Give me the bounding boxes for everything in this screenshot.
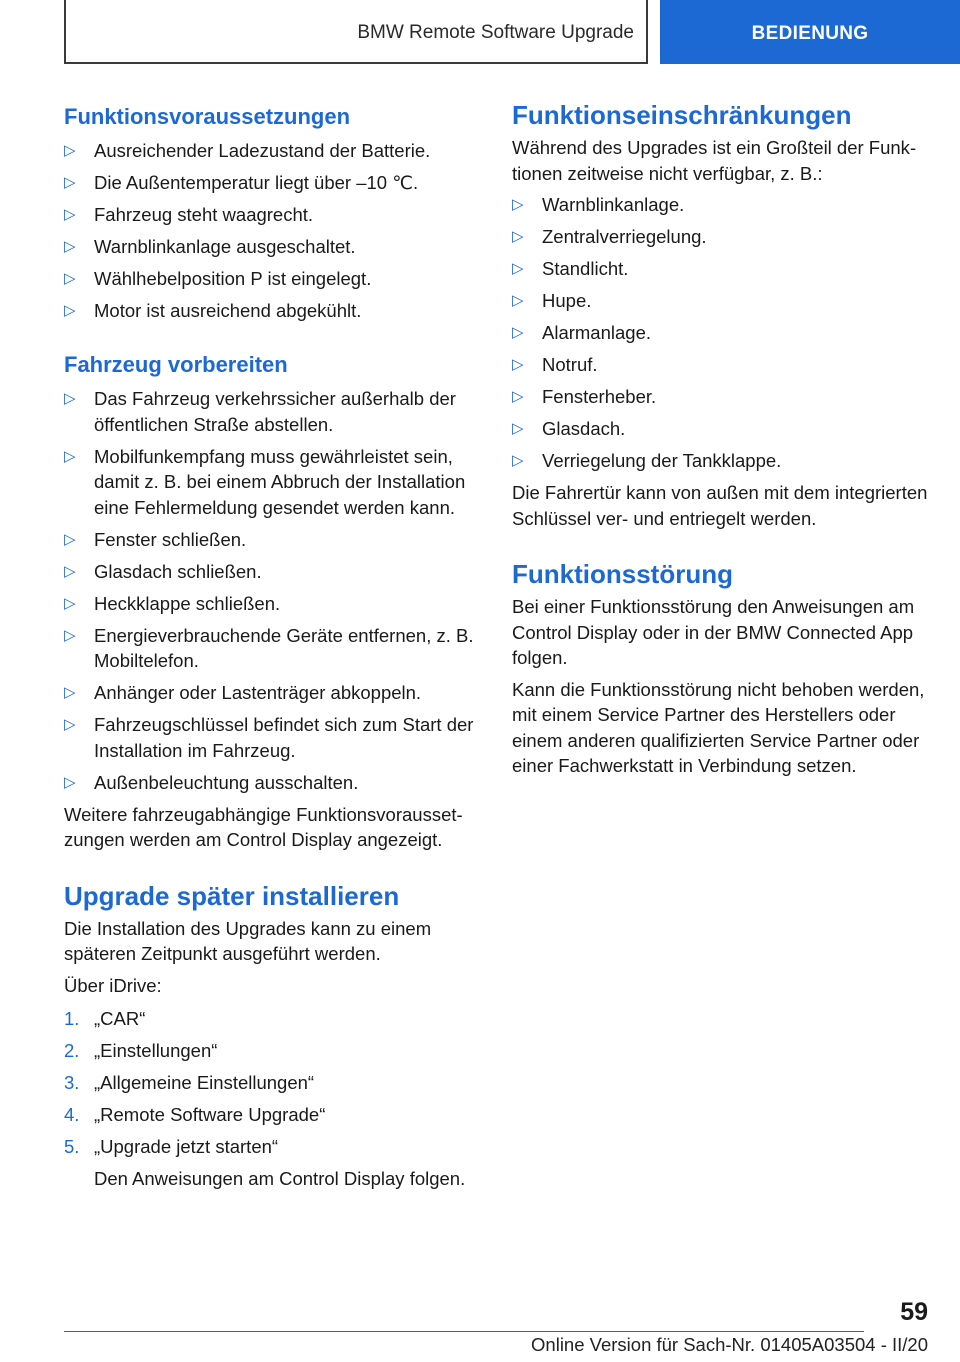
idrive-steps-list [64,1006,480,1191]
triangle-bullet-icon: ▷ [512,452,524,469]
page-number: 59 [900,1298,928,1326]
step-item: 2. „Einstellungen“ [64,1038,480,1064]
step-item: 5. „Upgrade jetzt starten“ Den Anweisungen am Control Display folgen. [64,1134,480,1191]
triangle-bullet-icon: ▷ [64,447,76,465]
triangle-bullet-icon: ▷ [64,562,76,580]
footer-version-text: Online Version für Sach-Nr. 01405A03504 - II/20 [531,1334,928,1355]
list-item: ▷ Fahrzeugschlüssel befindet sich zum Start der Installation im Fahrzeug. [64,714,474,761]
list-item: ▷ Fensterheber. [512,384,928,410]
triangle-bullet-icon: ▷ [64,302,76,319]
footer-divider [64,1331,864,1332]
triangle-bullet-icon: ▷ [64,390,76,407]
list-item: ▷ Standlicht. [512,256,928,282]
list-item: ▷ Fahrzeug steht waagrecht. [64,202,480,228]
step-number: 3. [64,1072,80,1093]
preparation-list [64,386,480,795]
list-item: ▷ Verriegelung der Tankklappe. [512,448,928,474]
requirements-list [64,138,480,324]
triangle-bullet-icon: ▷ [512,356,524,373]
list-item: ▷ Zentralverriegelung. [512,224,928,250]
triangle-bullet-icon: ▷ [64,626,76,644]
list-item: ▷ Ausreichender Ladezustand der Batterie. [64,138,480,164]
heading-funktionseinschraenkungen: Funktionseinschränkungen [512,100,852,130]
triangle-bullet-icon: ▷ [64,270,76,287]
section-tab [660,0,960,64]
triangle-bullet-icon: ▷ [64,594,76,612]
triangle-bullet-icon: ▷ [64,773,76,791]
restrictions-intro: Während des Upgrades ist ein Großteil der Funktionen zeitweise nicht verfügbar, z. B.: [512,137,917,184]
step-item: 1. „CAR“ [64,1006,480,1032]
heading-funktionsstoerung: Funktionsstörung [512,559,733,589]
triangle-bullet-icon: ▷ [512,260,524,277]
step-number: 1. [64,1008,80,1029]
list-item: ▷ Heckklappe schließen. [64,591,480,617]
list-item: ▷ Motor ist ausreichend abgekühlt. [64,298,480,324]
malfunction-paragraph-2: Kann die Funktionsstörung nicht behoben werden, mit einem Service Partner des Herstellers oder einem anderen qualifizierten Service Partner oder einer Fachwerkstatt in Verbindung setzen. [512,678,925,776]
step-number: 4. [64,1104,80,1125]
triangle-bullet-icon: ▷ [512,292,524,309]
triangle-bullet-icon: ▷ [512,196,524,213]
upgrade-later-paragraph: Die Installation des Upgrades kann zu einem späteren Zeitpunkt ausgeführt werden. [64,917,432,964]
step-number: 5. [64,1136,80,1157]
triangle-bullet-icon: ▷ [512,420,524,437]
list-item: ▷ Mobilfunkempfang muss gewährleistet sein, damit z. B. bei einem Abbruch der Installation eine Fehlermeldung gesendet werden kann. [64,445,466,518]
step-number: 2. [64,1040,80,1061]
list-item: ▷ Alarmanlage. [512,320,928,346]
left-column [64,100,480,1198]
heading-fahrzeug-vorbereiten: Fahrzeug vorbereiten [64,352,288,377]
right-column [512,100,928,785]
list-item: ▷ Außenbeleuchtung ausschalten. [64,770,480,796]
list-item: ▷ Energieverbrauchende Geräte entfernen, z. B. Mobiltelefon. [64,624,474,671]
restrictions-list [512,192,928,474]
list-item: ▷ Warnblinkanlage ausgeschaltet. [64,234,480,260]
triangle-bullet-icon: ▷ [512,388,524,405]
list-item: ▷ Hupe. [512,288,928,314]
triangle-bullet-icon: ▷ [512,228,524,245]
triangle-bullet-icon: ▷ [64,238,76,255]
triangle-bullet-icon: ▷ [64,142,76,159]
triangle-bullet-icon: ▷ [64,206,76,223]
list-item: ▷ Warnblinkanlage. [512,192,928,218]
restrictions-note: Die Fahrertür kann von außen mit dem integrierten Schlüssel ver- und entriegelt werden. [512,482,928,529]
list-item: ▷ Das Fahrzeug verkehrssicher außerhalb der öffentlichen Straße abstellen. [64,388,456,435]
running-header-title: BMW Remote Software Upgrade [357,22,634,43]
step-note: Den Anweisungen am Control Display folgen. [94,1167,466,1189]
triangle-bullet-icon: ▷ [512,324,524,341]
section-tab-label: BEDIENUNG [751,23,869,44]
list-item: ▷ Anhänger oder Lastenträger abkoppeln. [64,680,480,706]
list-item: ▷ Glasdach schließen. [64,559,480,585]
malfunction-paragraph-1: Bei einer Funktionsstörung den Anweisungen am Control Display oder in der BMW Connected App folgen. [512,596,915,668]
triangle-bullet-icon: ▷ [64,174,76,191]
step-item: 3. „Allgemeine Einstellungen“ [64,1070,480,1096]
triangle-bullet-icon: ▷ [64,684,76,701]
triangle-bullet-icon: ▷ [64,530,76,548]
list-item: ▷ Notruf. [512,352,928,378]
running-header-title-box [64,0,648,64]
step-item: 4. „Remote Software Upgrade“ [64,1102,480,1128]
idrive-label: Über iDrive: [64,974,162,996]
heading-funktionsvoraussetzungen: Funktionsvoraussetzungen [64,104,351,129]
list-item: ▷ Glasdach. [512,416,928,442]
list-item: ▷ Die Außentemperatur liegt über –10 ℃. [64,170,480,196]
triangle-bullet-icon: ▷ [64,716,76,733]
list-item: ▷ Wählhebelposition P ist eingelegt. [64,266,480,292]
list-item: ▷ Fenster schließen. [64,527,480,553]
heading-upgrade-spaeter: Upgrade später installieren [64,880,400,911]
preparation-note: Weitere fahrzeugabhängige Funktionsvoraussetzungen werden am Control Display angezeigt. [64,803,463,850]
